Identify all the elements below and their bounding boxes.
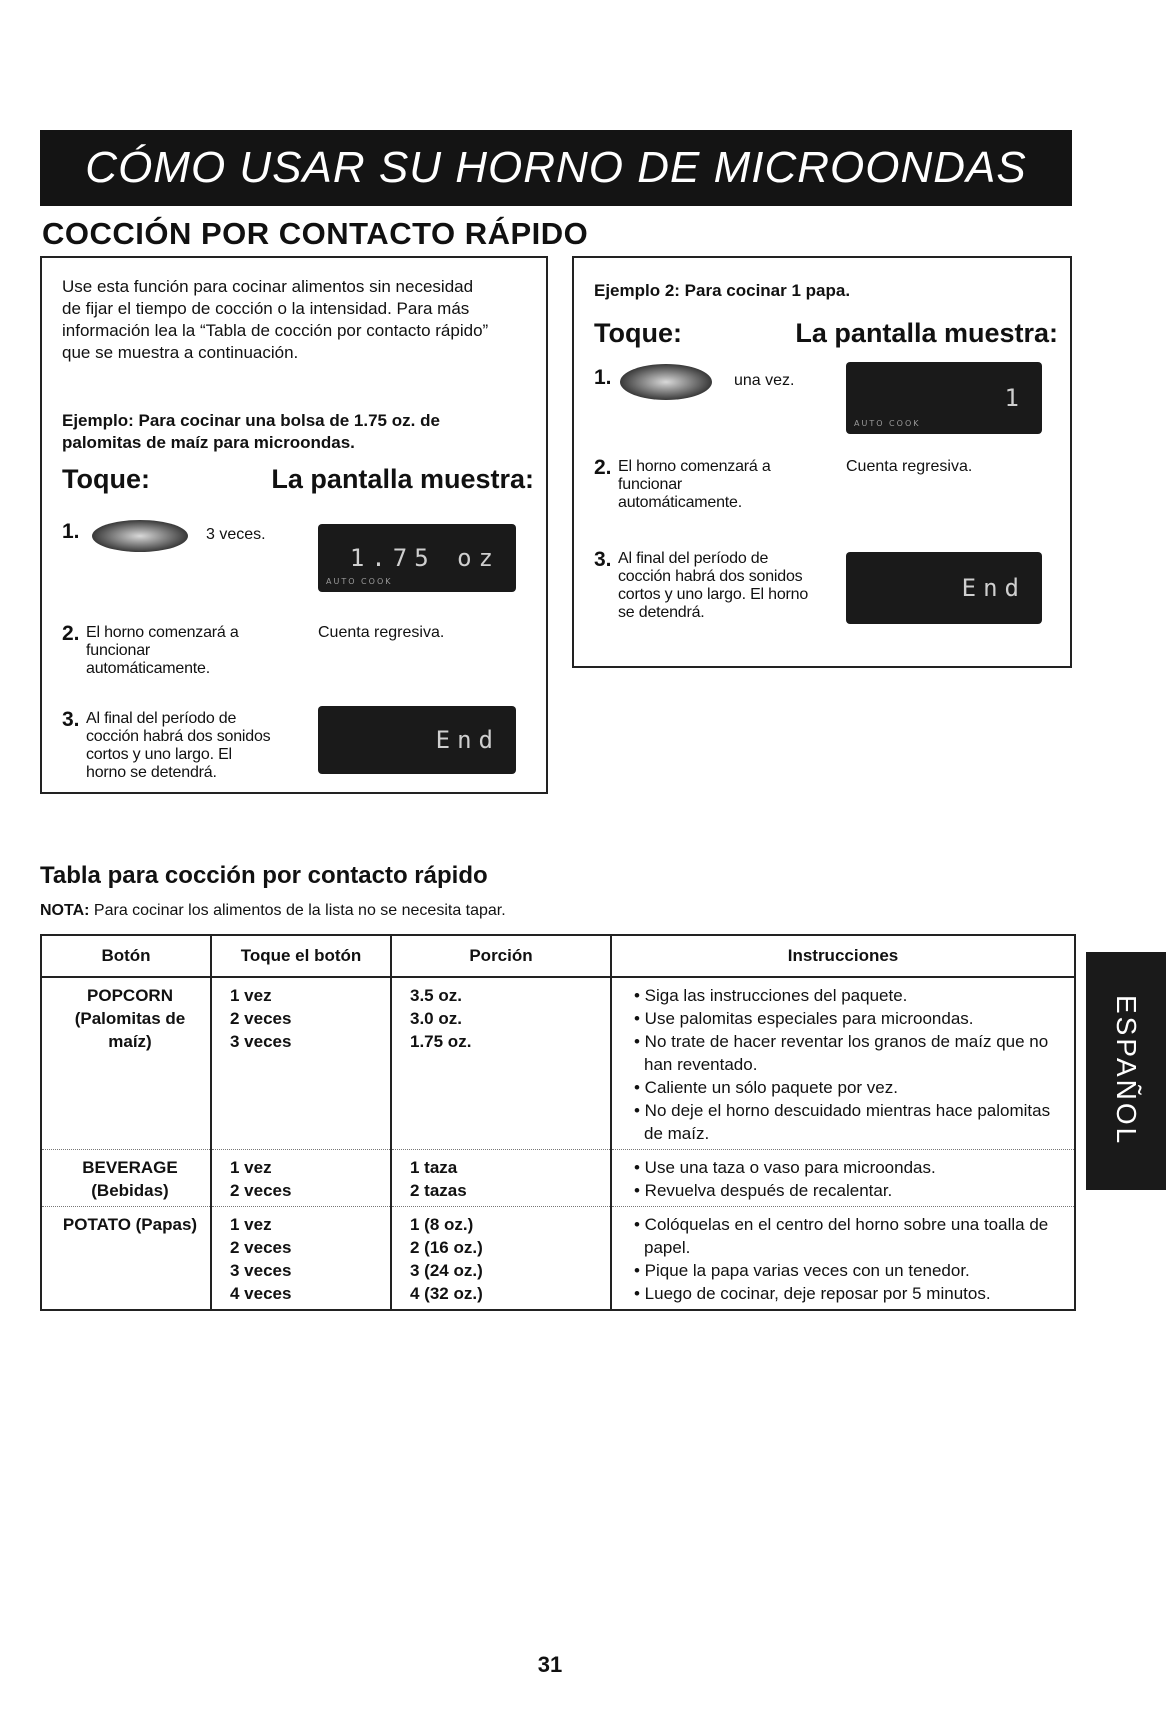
instruction: • Use una taza o vaso para microondas. bbox=[634, 1158, 936, 1177]
column-header: Porción bbox=[391, 935, 611, 977]
popcorn-pad-icon[interactable] bbox=[92, 520, 188, 552]
step-number: 2. bbox=[62, 622, 80, 645]
page-header-banner bbox=[40, 130, 1072, 206]
touch-value: 2 veces bbox=[230, 1181, 292, 1200]
portion-value: 3.5 oz. bbox=[410, 986, 462, 1005]
step-text: Al final del período de cocción habrá dos sonidos cortos y uno largo. El horno se detendrá. bbox=[86, 710, 271, 781]
touch-cell bbox=[211, 1150, 391, 1207]
touch-value: 1 vez bbox=[230, 1158, 272, 1177]
portion-value: 1.75 oz. bbox=[410, 1032, 472, 1051]
instruction: • Siga las instrucciones del paquete. bbox=[634, 986, 908, 1005]
touch-value: 2 veces bbox=[230, 1009, 292, 1028]
touch-value: 3 veces bbox=[230, 1261, 292, 1280]
step-number: 1. bbox=[594, 366, 612, 389]
touch-value: 1 vez bbox=[230, 986, 272, 1005]
instruction: • Luego de cocinar, deje reposar por 5 minutos. bbox=[634, 1284, 991, 1303]
potato-pad-icon[interactable] bbox=[620, 364, 712, 400]
instruction: • Revuelva después de recalentar. bbox=[634, 1181, 893, 1200]
page-header-title: CÓMO USAR SU HORNO DE MICROONDAS bbox=[85, 143, 1027, 192]
display-text: Cuenta regresiva. bbox=[318, 624, 445, 641]
language-label: ESPAÑOL bbox=[1111, 995, 1142, 1147]
touch-label: Toque: bbox=[594, 318, 682, 348]
portion-value: 1 taza bbox=[410, 1158, 458, 1177]
instruction: • Use palomitas especiales para microondas. bbox=[634, 1009, 974, 1028]
portion-value: 3 (24 oz.) bbox=[410, 1261, 483, 1280]
example-1-box bbox=[40, 256, 548, 794]
language-side-tab bbox=[1086, 952, 1166, 1190]
portion-value: 3.0 oz. bbox=[410, 1009, 462, 1028]
instruction: • No deje el horno descuidado mientras hace palomitas de maíz. bbox=[634, 1101, 1051, 1143]
touch-cell bbox=[211, 977, 391, 1150]
display-readout: End bbox=[435, 726, 500, 754]
portion-cell bbox=[391, 1150, 611, 1207]
step-number: 3. bbox=[594, 548, 612, 571]
table-row bbox=[41, 1207, 1075, 1311]
table-title: Tabla para cocción por contacto rápido bbox=[40, 862, 488, 889]
button-cell: BEVERAGE (Bebidas) bbox=[41, 1150, 211, 1207]
instruction: • No trate de hacer reventar los granos de maíz que no han reventado. bbox=[634, 1032, 1049, 1074]
step-number: 1. bbox=[62, 520, 80, 543]
note-text: Para cocinar los alimentos de la lista no se necesita tapar. bbox=[89, 902, 506, 919]
step-text: Al final del período de cocción habrá dos sonidos cortos y uno largo. El horno se detendrá. bbox=[618, 550, 809, 621]
touch-value: 3 veces bbox=[230, 1032, 292, 1051]
portion-value: 1 (8 oz.) bbox=[410, 1215, 474, 1234]
portion-cell bbox=[391, 1207, 611, 1311]
display-readout: End bbox=[961, 574, 1026, 602]
display-readout: 1.75 oz bbox=[349, 544, 500, 572]
section-title: COCCIÓN POR CONTACTO RÁPIDO bbox=[42, 216, 589, 251]
portion-value: 4 (32 oz.) bbox=[410, 1284, 483, 1303]
touch-value: 1 vez bbox=[230, 1215, 272, 1234]
display-indicator-icon: AUTO COOK bbox=[854, 419, 921, 428]
column-header: Toque el botón bbox=[211, 935, 391, 977]
oven-display bbox=[318, 706, 516, 774]
instruction: • Pique la papa varias veces con un tenedor. bbox=[634, 1261, 970, 1280]
instruction: • Caliente un sólo paquete por vez. bbox=[634, 1078, 898, 1097]
oven-display bbox=[318, 524, 516, 592]
touch-cell bbox=[211, 1207, 391, 1311]
table-note bbox=[40, 902, 506, 920]
button-cell: POPCORN (Palomitas de maíz) bbox=[41, 977, 211, 1150]
oven-display bbox=[846, 362, 1042, 434]
display-readout: 1 bbox=[1004, 384, 1026, 412]
display-label: La pantalla muestra: bbox=[271, 464, 534, 494]
page-number: 31 bbox=[537, 1652, 563, 1677]
instructions-cell bbox=[611, 1150, 1075, 1207]
instructions-cell bbox=[611, 977, 1075, 1150]
table-row bbox=[41, 1150, 1075, 1207]
touch-value: 4 veces bbox=[230, 1284, 292, 1303]
example-2-text: Ejemplo 2: Para cocinar 1 papa. bbox=[594, 281, 851, 300]
portion-value: 2 (16 oz.) bbox=[410, 1238, 483, 1257]
step-number: 3. bbox=[62, 708, 80, 731]
step-number: 2. bbox=[594, 456, 612, 479]
instruction: • Colóquelas en el centro del horno sobre una toalla de papel. bbox=[634, 1215, 1049, 1257]
portion-cell bbox=[391, 977, 611, 1150]
display-indicator-icon: AUTO COOK bbox=[326, 577, 393, 586]
touch-label: Toque: bbox=[62, 464, 150, 494]
oven-display bbox=[846, 552, 1042, 624]
example-2-box bbox=[572, 256, 1072, 668]
button-cell: POTATO (Papas) bbox=[41, 1207, 211, 1311]
instructions-cell bbox=[611, 1207, 1075, 1311]
step-text: 3 veces. bbox=[206, 526, 266, 543]
portion-value: 2 tazas bbox=[410, 1181, 467, 1200]
display-text: Cuenta regresiva. bbox=[846, 458, 973, 475]
example-1-text: Ejemplo: Para cocinar una bolsa de 1.75 oz. de palomitas de maíz para microondas. bbox=[62, 411, 440, 452]
column-header: Botón bbox=[41, 935, 211, 977]
step-text: El horno comenzará a funcionar automáticamente. bbox=[86, 624, 239, 677]
step-text: El horno comenzará a funcionar automáticamente. bbox=[618, 458, 771, 511]
quick-touch-table bbox=[40, 934, 1076, 1311]
intro-text: Use esta función para cocinar alimentos sin necesidad de fijar el tiempo de cocción o la intensidad. Para más información lea la “Tabla de cocción por contacto rápido” que se muestra a continuación. bbox=[62, 277, 489, 362]
table-header-row bbox=[41, 935, 1075, 977]
touch-value: 2 veces bbox=[230, 1238, 292, 1257]
step-text: una vez. bbox=[734, 372, 795, 389]
note-label: NOTA: bbox=[40, 902, 90, 919]
column-header: Instrucciones bbox=[611, 935, 1075, 977]
display-label: La pantalla muestra: bbox=[795, 318, 1058, 348]
table-row bbox=[41, 977, 1075, 1150]
